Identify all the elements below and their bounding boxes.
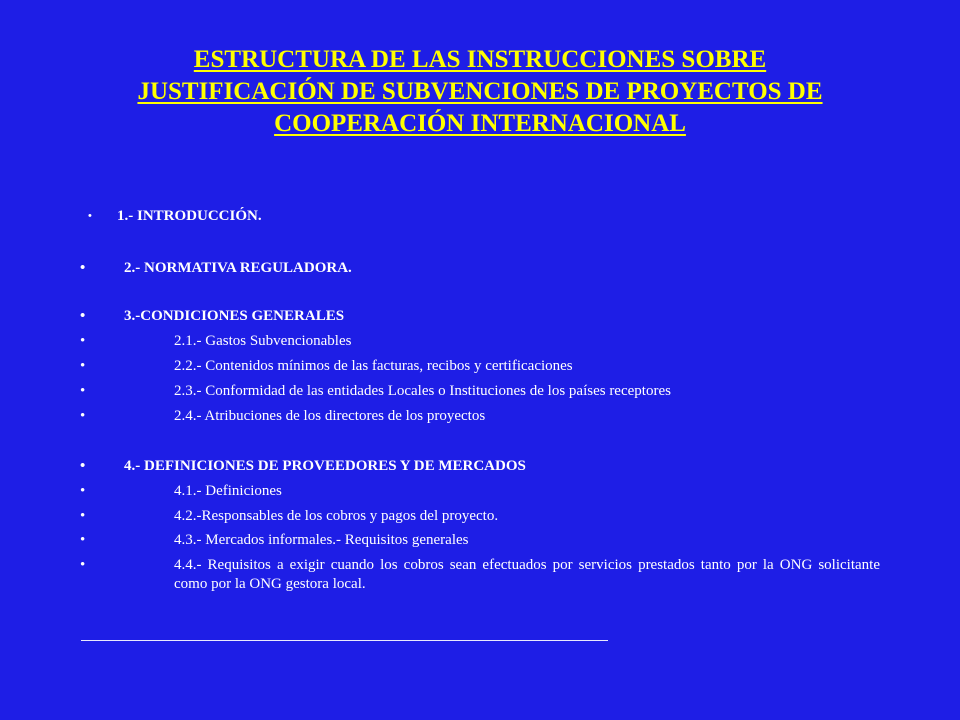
title-line-3: COOPERACIÓN INTERNACIONAL (274, 110, 686, 137)
list-item-text: 4.3.- Mercados informales.- Requisitos generales (174, 532, 469, 548)
title-line-1: ESTRUCTURA DE LAS INSTRUCCIONES SOBRE (193, 46, 767, 73)
bullet-icon: • (88, 210, 92, 222)
footer-rule (81, 640, 608, 641)
title-line-2: JUSTIFICACIÓN DE SUBVENCIONES DE PROYECTOS DE (137, 78, 823, 105)
list-item-text: 3.-CONDICIONES GENERALES (124, 308, 345, 324)
list-item-text: 2.3.- Conformidad de las entidades Locales o Instituciones de los países receptores (174, 383, 671, 399)
bullet-icon: • (80, 408, 86, 424)
bullet-icon: • (80, 557, 86, 573)
list-item-text: 2.1.- Gastos Subvencionables (174, 333, 352, 349)
list-item-text: 1.- INTRODUCCIÓN. (117, 208, 262, 224)
list-item-text: 4.1.- Definiciones (174, 483, 282, 499)
list-item-text: 2.4.- Atribuciones de los directores de los proyectos (174, 408, 486, 424)
bullet-icon: • (80, 532, 86, 548)
bullet-icon: • (80, 483, 86, 499)
list-item-text: 4.2.-Responsables de los cobros y pagos del proyecto. (174, 508, 499, 524)
list-item-text: 2.2.- Contenidos mínimos de las facturas, recibos y certificaciones (174, 358, 573, 374)
list-item-text: 4.- DEFINICIONES DE PROVEEDORES Y DE MERCADOS (124, 458, 526, 474)
list-item-text: 4.4.- Requisitos a exigir cuando los cobros sean efectuados por servicios prestados tanto por la ONG solicitante como por la ONG gestora local. (174, 557, 880, 592)
slide-title (60, 44, 900, 140)
bullet-icon: • (80, 333, 86, 349)
bullet-icon: • (80, 308, 86, 324)
bullet-icon: • (80, 508, 86, 524)
bullet-icon: • (80, 458, 86, 474)
bullet-icon: • (80, 260, 86, 276)
list-item-text: 2.- NORMATIVA REGULADORA. (124, 260, 352, 276)
bullet-icon: • (80, 383, 86, 399)
bullet-icon: • (80, 358, 86, 374)
